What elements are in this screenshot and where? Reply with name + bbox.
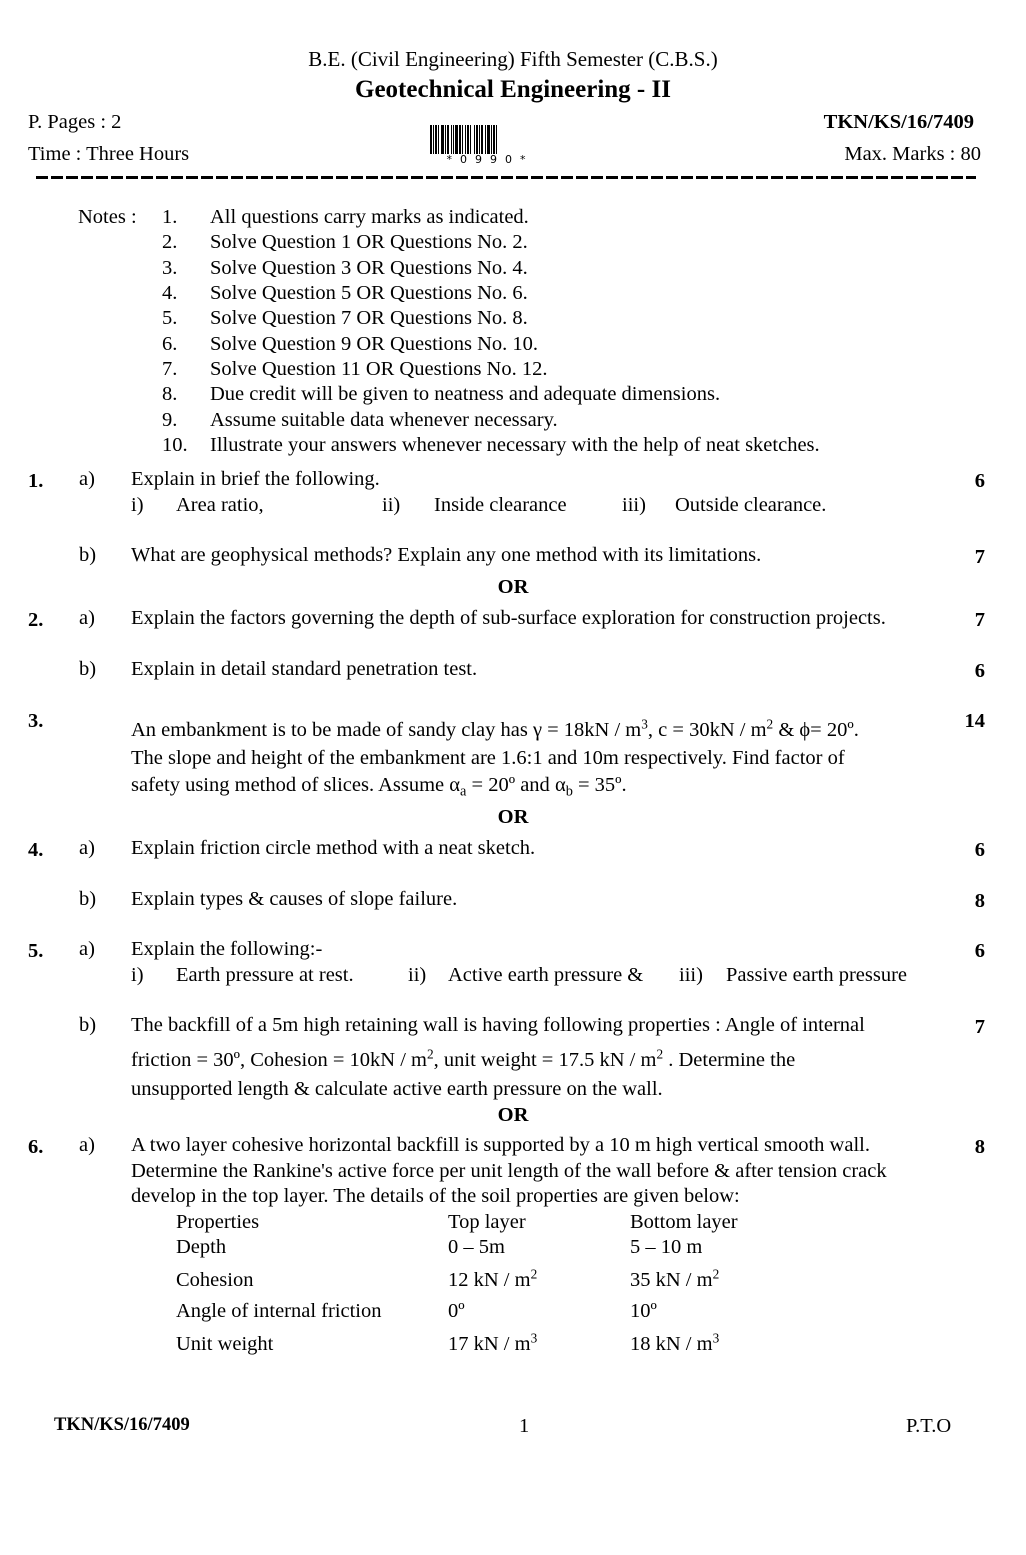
sub-label: ii)	[382, 494, 401, 516]
part-label: b)	[79, 888, 97, 910]
cell-value: 17 kN / m	[448, 1333, 531, 1355]
part-label: a)	[79, 468, 95, 490]
barcode-number: *0990*	[446, 153, 534, 166]
sub-item: Passive earth pressure	[726, 964, 908, 986]
table-header: Bottom layer	[630, 1211, 738, 1233]
question-text: Determine the Rankine's active force per unit length of the wall before & after tension crack	[131, 1160, 887, 1182]
formula-unit-weight: γ = 18kN / m	[532, 719, 642, 741]
subscript: b	[565, 783, 573, 800]
text-segment: friction = 30º, Cohesion = 10kN / m	[131, 1049, 427, 1071]
cell-value: 12 kN / m	[448, 1269, 531, 1291]
note-number: 5.	[162, 307, 178, 329]
table-header: Properties	[176, 1211, 260, 1233]
table-cell	[630, 1330, 720, 1355]
note-number: 6.	[162, 333, 178, 355]
table-cell	[630, 1266, 720, 1291]
alpha-symbol: α	[554, 774, 566, 796]
page-count: P. Pages : 2	[28, 111, 122, 133]
barcode-icon	[430, 125, 550, 154]
question-number: 4.	[28, 839, 44, 861]
table-cell	[630, 1237, 702, 1258]
or-separator: OR	[497, 1104, 529, 1126]
cell-value: 0º	[448, 1300, 465, 1322]
note-number: 4.	[162, 282, 178, 304]
question-text: The backfill of a 5m high retaining wall is having following properties : Angle of internal	[131, 1014, 865, 1036]
text-segment: An embankment is to be made of sandy clay has	[131, 719, 533, 741]
note-item: Solve Question 1 OR Questions No. 2.	[210, 231, 528, 253]
exponent: 2	[712, 1266, 720, 1282]
or-separator: OR	[497, 806, 529, 828]
paper-title: Geotechnical Engineering - II	[355, 76, 671, 103]
paper-code: TKN/KS/16/7409	[823, 111, 974, 133]
subscript: a	[460, 783, 467, 800]
exponent: 2	[530, 1266, 538, 1282]
sub-label: iii)	[679, 964, 703, 986]
exponent: 2	[656, 1046, 664, 1062]
note-item: Solve Question 11 OR Questions No. 12.	[210, 358, 548, 380]
note-number: 10.	[162, 434, 188, 456]
table-cell	[448, 1301, 465, 1322]
notes-label: Notes :	[78, 206, 137, 228]
max-marks: Max. Marks : 80	[844, 143, 981, 165]
sub-label: ii)	[408, 964, 427, 986]
note-item: Illustrate your answers whenever necessary with the help of neat sketches.	[210, 434, 820, 456]
page-number: 1	[519, 1415, 530, 1437]
exponent: 3	[530, 1330, 538, 1346]
marks: 6	[974, 839, 985, 861]
text-segment: . Determine the	[663, 1049, 796, 1071]
text-segment: = 20º and	[466, 774, 555, 796]
marks: 14	[964, 710, 985, 732]
course-subtitle: B.E. (Civil Engineering) Fifth Semester (C.B.S.)	[308, 47, 718, 71]
table-row-label	[176, 1270, 253, 1291]
table-row-label	[176, 1334, 273, 1355]
question-text: Explain the factors governing the depth of sub-surface exploration for construction projects.	[131, 607, 886, 629]
note-number: 3.	[162, 257, 178, 279]
text-segment: safety using method of slices. Assume	[131, 774, 450, 796]
exponent: 2	[766, 716, 774, 732]
text-segment: , unit weight = 17.5 kN / m	[433, 1049, 657, 1071]
alpha-symbol: α	[449, 774, 461, 796]
table-cell	[448, 1266, 538, 1291]
footer-paper-code: TKN/KS/16/7409	[54, 1415, 190, 1435]
table-cell	[448, 1237, 505, 1258]
table-row-label	[176, 1301, 382, 1322]
sub-item: Inside clearance	[434, 494, 567, 516]
table-row-label	[176, 1237, 226, 1258]
marks: 7	[974, 546, 985, 568]
cell-value: 0 – 5m	[448, 1236, 505, 1258]
part-label: b)	[79, 544, 97, 566]
note-number: 8.	[162, 383, 178, 405]
question-text	[131, 774, 627, 800]
sub-item: Earth pressure at rest.	[176, 964, 354, 986]
question-number: 6.	[28, 1136, 44, 1158]
question-text	[131, 1046, 796, 1071]
cell-value: Cohesion	[176, 1269, 254, 1291]
sub-item: Outside clearance.	[675, 494, 827, 516]
sub-label: iii)	[622, 494, 646, 516]
cell-value: 18 kN / m	[630, 1333, 713, 1355]
table-cell	[448, 1330, 538, 1355]
sub-item: Active earth pressure &	[448, 964, 644, 986]
note-number: 7.	[162, 358, 178, 380]
formula-cohesion: , c = 30kN / m	[647, 719, 767, 741]
question-text: develop in the top layer. The details of the soil properties are given below:	[131, 1185, 740, 1207]
marks: 6	[974, 940, 985, 962]
cell-value: 5 – 10 m	[630, 1236, 703, 1258]
part-label: a)	[79, 1134, 95, 1156]
barcode-bar	[497, 125, 499, 154]
note-number: 1.	[162, 206, 178, 228]
question-text: The slope and height of the embankment are 1.6:1 and 10m respectively. Find factor of	[131, 747, 845, 769]
cell-value: Unit weight	[176, 1333, 274, 1355]
question-text: Explain in brief the following.	[131, 468, 380, 490]
text-segment: = 35º.	[572, 774, 627, 796]
question-text: Explain friction circle method with a neat sketch.	[131, 837, 536, 859]
please-turn-over: P.T.O	[906, 1415, 952, 1437]
note-number: 9.	[162, 409, 178, 431]
question-number: 5.	[28, 940, 44, 962]
question-text: Explain in detail standard penetration test.	[131, 658, 478, 680]
note-item: Solve Question 3 OR Questions No. 4.	[210, 257, 528, 279]
question-text: A two layer cohesive horizontal backfill is supported by a 10 m high vertical smooth wall.	[131, 1134, 870, 1156]
marks: 8	[974, 1136, 985, 1158]
part-label: a)	[79, 607, 95, 629]
exponent: 2	[426, 1046, 434, 1062]
question-text: Explain the following:-	[131, 938, 323, 960]
marks: 7	[974, 1016, 985, 1038]
cell-value: 35 kN / m	[630, 1269, 713, 1291]
note-item: Solve Question 9 OR Questions No. 10.	[210, 333, 538, 355]
question-number: 2.	[28, 609, 44, 631]
table-cell	[630, 1301, 657, 1322]
cell-value: Angle of internal friction	[176, 1300, 382, 1322]
question-text: unsupported length & calculate active earth pressure on the wall.	[131, 1078, 663, 1100]
note-item: Assume suitable data whenever necessary.	[210, 409, 558, 431]
exam-duration: Time : Three Hours	[28, 143, 190, 165]
or-separator: OR	[497, 576, 529, 598]
note-item: Solve Question 5 OR Questions No. 6.	[210, 282, 528, 304]
part-label: b)	[79, 1014, 97, 1036]
part-label: a)	[79, 938, 95, 960]
question-text	[131, 716, 859, 741]
question-text: What are geophysical methods? Explain any one method with its limitations.	[131, 544, 762, 566]
marks: 8	[974, 890, 985, 912]
formula-friction-angle: & ϕ= 20º.	[773, 719, 859, 741]
part-label: a)	[79, 837, 95, 859]
note-item: All questions carry marks as indicated.	[210, 206, 529, 228]
question-text: Explain types & causes of slope failure.	[131, 888, 458, 910]
note-item: Due credit will be given to neatness and adequate dimensions.	[210, 383, 721, 405]
table-header: Top layer	[448, 1211, 526, 1233]
marks: 6	[974, 660, 985, 682]
question-number: 3.	[28, 710, 44, 732]
marks: 6	[974, 470, 985, 492]
question-number: 1.	[28, 470, 44, 492]
sub-item: Area ratio,	[176, 494, 264, 516]
sub-label: i)	[131, 494, 144, 516]
exponent: 3	[641, 716, 648, 732]
note-number: 2.	[162, 231, 178, 253]
note-item: Solve Question 7 OR Questions No. 8.	[210, 307, 528, 329]
marks: 7	[974, 609, 985, 631]
exponent: 3	[712, 1330, 720, 1346]
header-divider	[36, 176, 976, 179]
part-label: b)	[79, 658, 97, 680]
cell-value: 10º	[630, 1300, 657, 1322]
sub-label: i)	[131, 964, 144, 986]
cell-value: Depth	[176, 1236, 227, 1258]
